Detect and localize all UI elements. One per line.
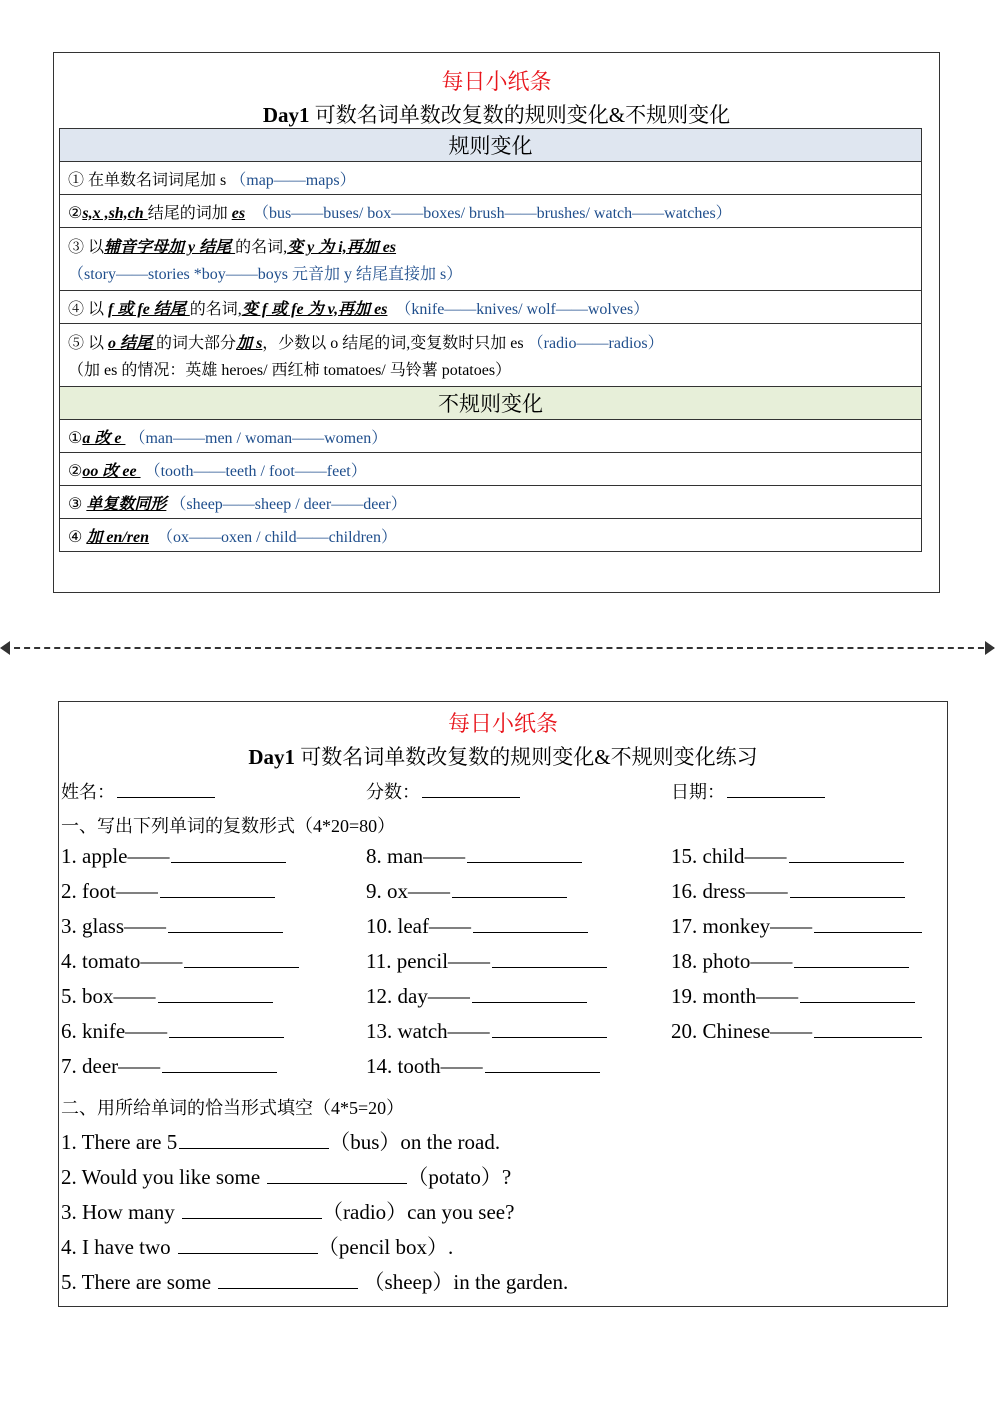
- word-item[interactable]: 10. leaf——: [366, 914, 588, 939]
- regular-rule-3: ③ 以辅音字母加 y 结尾 的名词,变 y 为 i,再加 es （story——stories *boy——boys 元音加 y 结尾直接加 s）: [60, 228, 922, 291]
- regular-heading: 规则变化: [60, 129, 922, 162]
- section-2-heading: 二、用所给单词的恰当形式填空（4*5=20）: [61, 1098, 405, 1118]
- word-item[interactable]: 3. glass——: [61, 914, 283, 939]
- word-item[interactable]: 12. day——: [366, 984, 587, 1009]
- name-field[interactable]: 姓名：: [61, 778, 215, 804]
- regular-rule-1: ① 在单数名词词尾加 s （map——maps）: [60, 162, 922, 195]
- regular-rule-5: ⑤ 以 o 结尾 的词大部分加 s，少数以 o 结尾的词,变复数时只加 es （radio——radios） （加 es 的情况：英雄 heroes/ 西红柿 tomatoes/ 马铃薯 potatoes）: [60, 324, 922, 387]
- cut-line: [4, 647, 994, 649]
- rules-table: [59, 128, 922, 552]
- word-item[interactable]: 15. child——: [671, 844, 904, 869]
- word-item[interactable]: 13. watch——: [366, 1019, 607, 1044]
- word-item[interactable]: 8. man——: [366, 844, 582, 869]
- irregular-heading: 不规则变化: [60, 387, 922, 420]
- word-item[interactable]: 19. month——: [671, 984, 915, 1009]
- exercise-card: [58, 701, 948, 1307]
- word-item[interactable]: 20. Chinese——: [671, 1019, 922, 1044]
- word-item[interactable]: 6. knife——: [61, 1019, 284, 1044]
- score-field[interactable]: 分数：: [366, 778, 520, 804]
- regular-rule-4: ④ 以 f 或 fe 结尾 的名词,变 f 或 fe 为 v,再加 es （knife——knives/ wolf——wolves）: [60, 291, 922, 324]
- card-header: 每日小纸条: [441, 69, 552, 94]
- sentence-item[interactable]: 1. There are 5 （bus）on the road.: [61, 1130, 501, 1154]
- word-item[interactable]: 14. tooth——: [366, 1054, 600, 1079]
- word-item[interactable]: 16. dress——: [671, 879, 905, 904]
- arrow-left-icon: [0, 641, 10, 655]
- word-item[interactable]: 17. monkey——: [671, 914, 922, 939]
- word-item[interactable]: 2. foot——: [61, 879, 275, 904]
- card-title: Day1 可数名词单数改复数的规则变化&不规则变化练习: [248, 745, 758, 769]
- irregular-rule-4: ④ 加 en/ren （ox——oxen / child——children）: [60, 519, 922, 552]
- arrow-right-icon: [985, 641, 995, 655]
- irregular-rule-2: ②oo 改 ee （tooth——teeth / foot——feet）: [60, 453, 922, 486]
- word-item[interactable]: 4. tomato——: [61, 949, 299, 974]
- section-1-heading: 一、写出下列单词的复数形式（4*20=80）: [61, 816, 396, 836]
- regular-rule-2: ②s,x ,sh,ch 结尾的词加 es （bus——buses/ box——boxes/ brush——brushes/ watch——watches）: [60, 195, 922, 228]
- card-title: Day1 可数名词单数改复数的规则变化&不规则变化: [262, 103, 731, 127]
- date-field[interactable]: 日期：: [671, 778, 825, 804]
- word-item[interactable]: 7. deer——: [61, 1054, 277, 1079]
- sentence-item[interactable]: 4. I have two （pencil box）.: [61, 1235, 454, 1259]
- sentence-item[interactable]: 5. There are some （sheep）in the garden.: [61, 1270, 569, 1294]
- sentence-item[interactable]: 3. How many （radio）can you see?: [61, 1200, 515, 1224]
- word-item[interactable]: 9. ox——: [366, 879, 567, 904]
- word-item[interactable]: 5. box——: [61, 984, 273, 1009]
- irregular-rule-1: ①a 改 e （man——men / woman——women）: [60, 420, 922, 453]
- rules-card: [53, 52, 940, 593]
- word-item[interactable]: 1. apple——: [61, 844, 286, 869]
- card-header: 每日小纸条: [447, 711, 558, 736]
- word-item[interactable]: 11. pencil——: [366, 949, 607, 974]
- irregular-rule-3: ③ 单复数同形 （sheep——sheep / deer——deer）: [60, 486, 922, 519]
- sentence-item[interactable]: 2. Would you like some （potato）?: [61, 1165, 512, 1189]
- word-item[interactable]: 18. photo——: [671, 949, 909, 974]
